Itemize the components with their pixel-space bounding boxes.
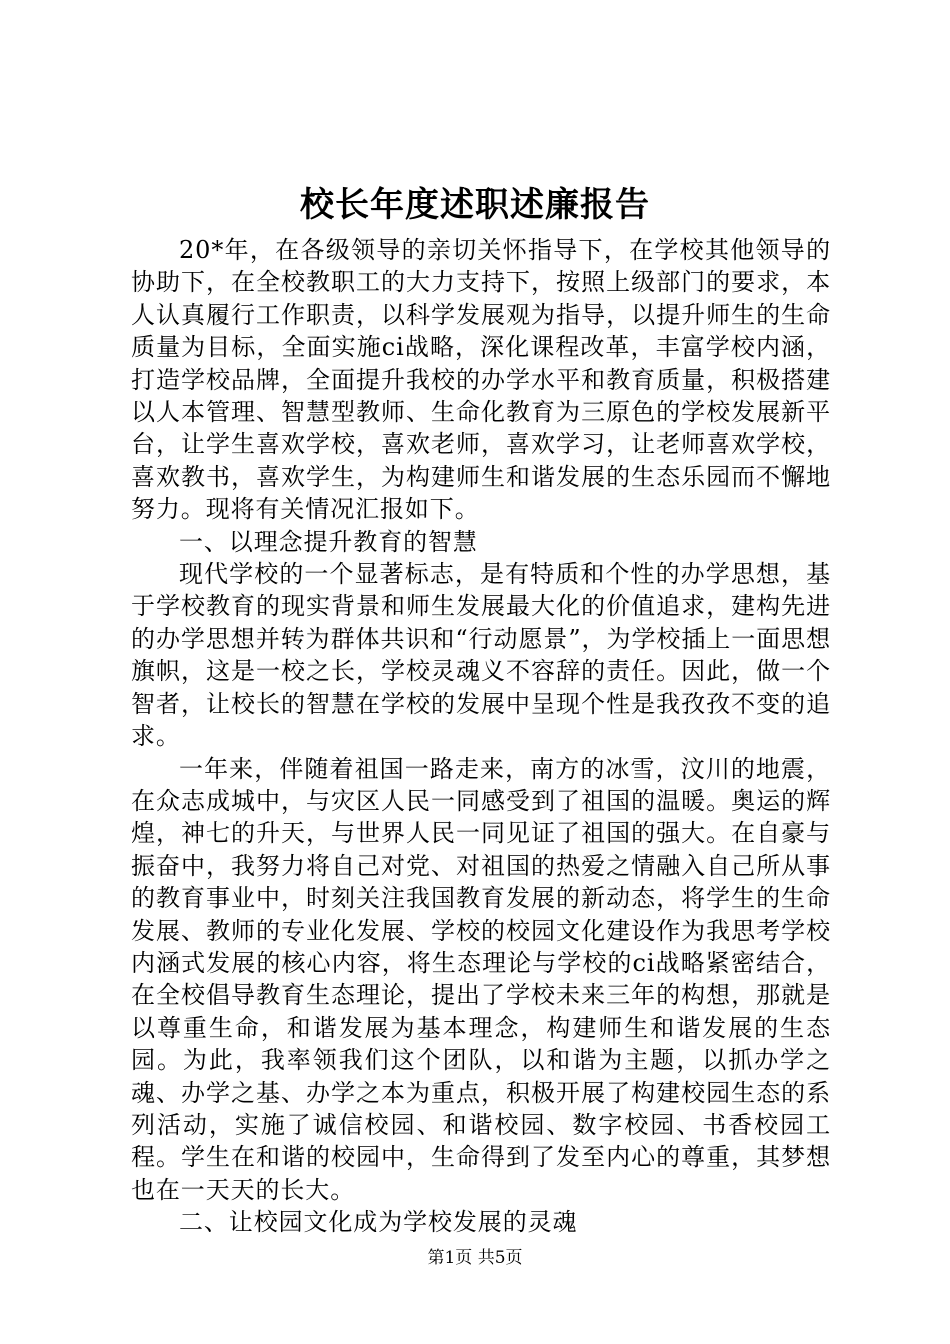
section-heading-1: 一、以理念提升教育的智慧 <box>179 527 478 556</box>
section-1-paragraph-2: 一年来，伴随着祖国一路走来，南方的冰雪，汶川的地震，在众志成城中，与灾区人民一同感受到了祖国的温暖。奥运的辉煌，神七的升天，与世界人民一同见证了祖国的强大。在自豪与振奋中，我努力将自己对党、对祖国的热爱之情融入自己所从事的教育事业中，时刻关注我国教育发展的新动态，将学生的生命发展、教师的专业化发展、学校的校园文化建设作为我思考学校内涵式发展的核心内容，将生态理论与学校的ci战略紧密结合，在全校倡导教育生态理论，提出了学校未来三年的构想，那就是以尊重生命，和谐发展为基本理念，构建师生和谐发展的生态园。为此，我率领我们这个团队，以和谐为主题，以抓办学之魂、办学之基、办学之本为重点，积极开展了构建校园生态的系列活动，实施了诚信校园、和谐校园、数字校园、书香校园工程。学生在和谐的校园中，生命得到了发至内心的尊重，其梦想也在一天天的长大。 <box>131 754 831 1204</box>
section-1-paragraph-1: 现代学校的一个显著标志，是有特质和个性的办学思想，基于学校教育的现实背景和师生发展最大化的价值追求，建构先进的办学思想并转为群体共识和“行动愿景”，为学校插上一面思想旗帜，这是一校之长，学校灵魂义不容辞的责任。因此，做一个智者，让校长的智慧在学校的发展中呈现个性是我孜孜不变的追求。 <box>131 560 831 751</box>
document-body <box>131 234 831 1239</box>
intro-paragraph: 20*年，在各级领导的亲切关怀指导下，在学校其他领导的协助下，在全校教职工的大力支持下，按照上级部门的要求，本人认真履行工作职责，以科学发展观为指导，以提升师生的生命质量为目标，全面实施ci战略，深化课程改革，丰富学校内涵，打造学校品牌，全面提升我校的办学水平和教育质量，积极搭建以人本管理、智慧型教师、生命化教育为三原色的学校发展新平台，让学生喜欢学校，喜欢老师，喜欢学习，让老师喜欢学校，喜欢教书，喜欢学生，为构建师生和谐发展的生态乐园而不懈地努力。现将有关情况汇报如下。 <box>131 236 831 524</box>
document-title: 校长年度述职述廉报告 <box>300 185 650 225</box>
page-number-footer: 第1页 共5页 <box>427 1248 523 1268</box>
section-heading-2: 二、让校园文化成为学校发展的灵魂 <box>179 1208 578 1237</box>
